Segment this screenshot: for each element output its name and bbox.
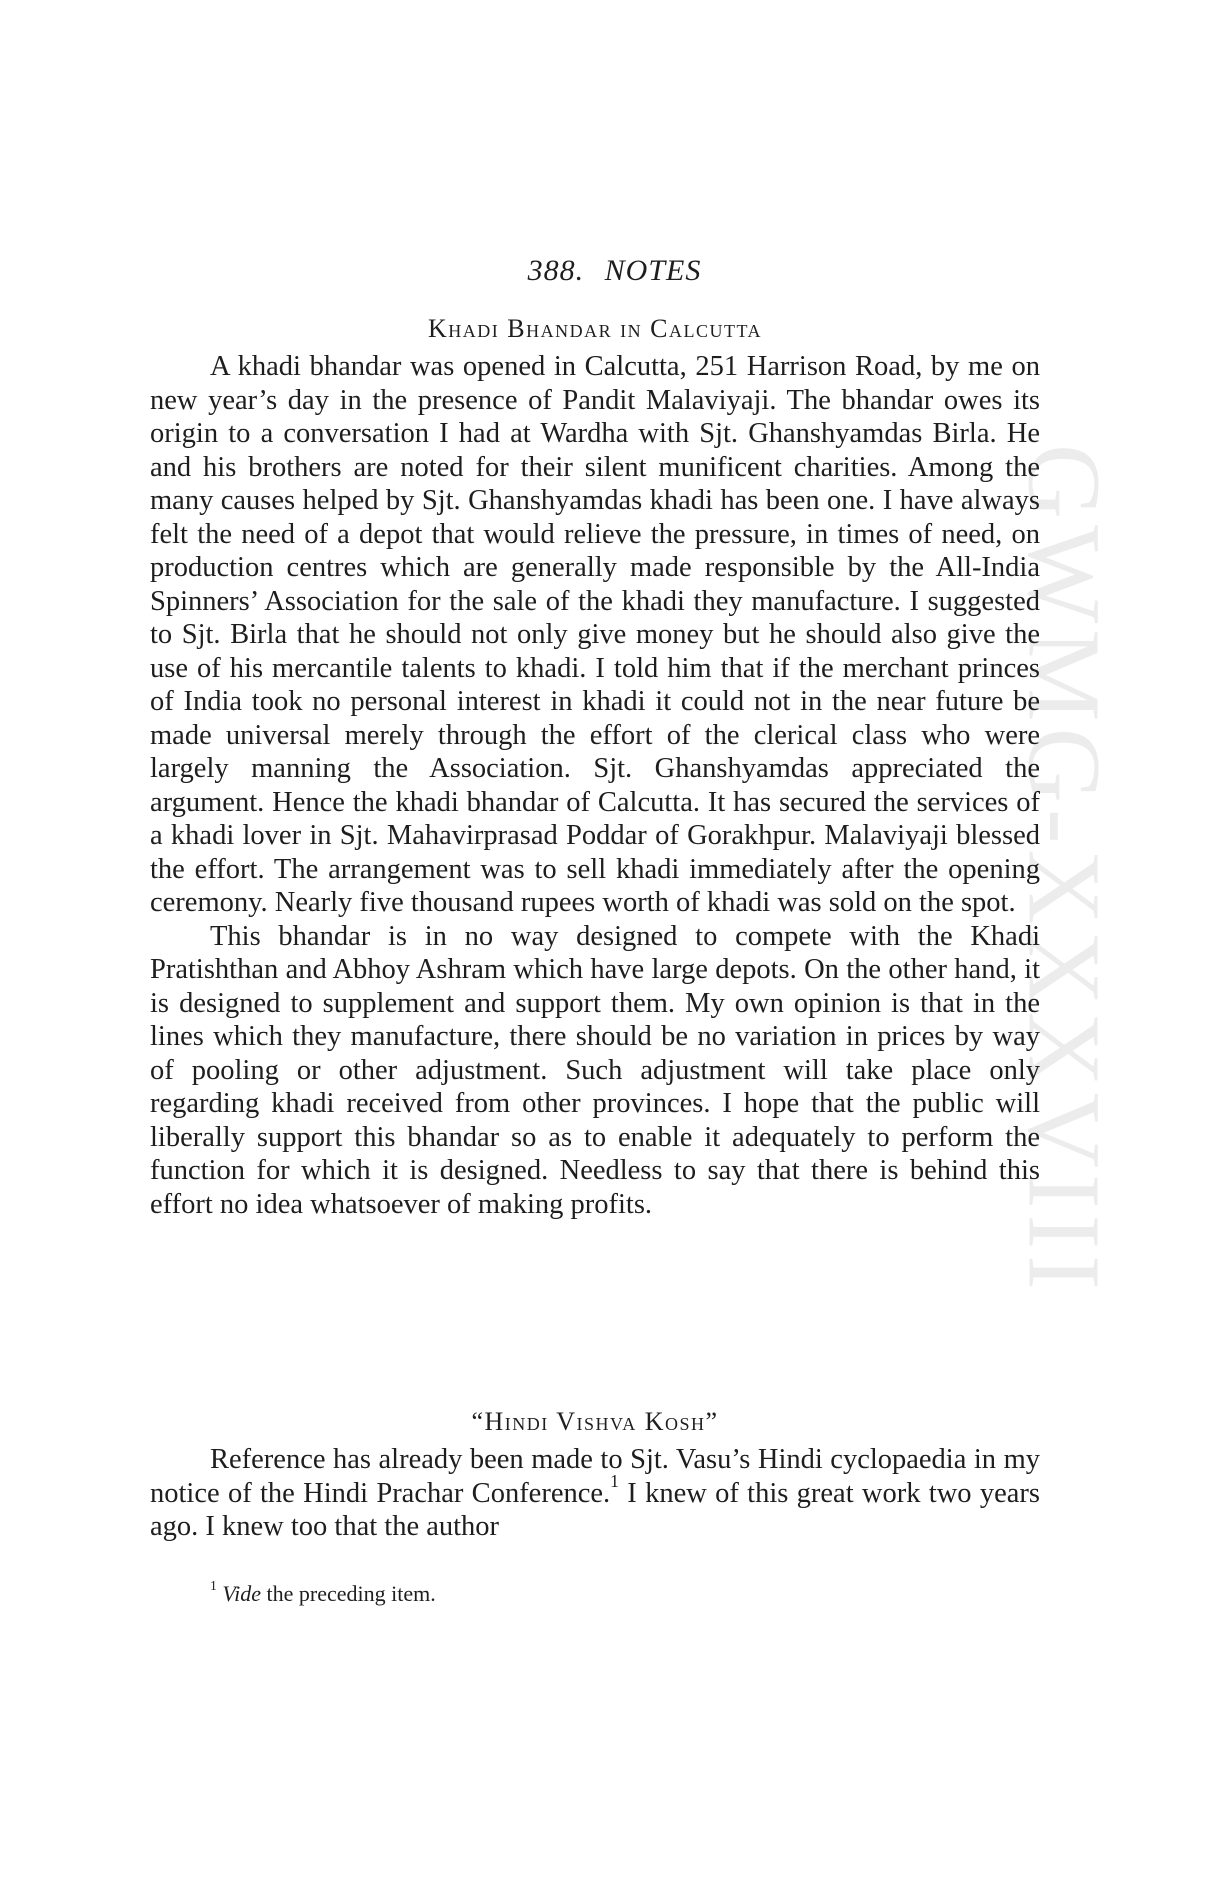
section-heading-hindi-vishva-kosh: “Hindi Vishva Kosh” [471, 1407, 719, 1436]
footnote [210, 1577, 436, 1608]
footnote-italic-word: Vide [222, 1581, 261, 1606]
paragraph-1: A khadi bhandar was opened in Calcutta, 251 Harrison Road, by me on new year’s day in the presence of Pandit Malaviyaji. The bhandar owes its origin to a conversation I had at Wardha with Sjt. Ghanshyamdas Birla. He and his brothers are noted for their silent munificent charities. Among the many causes helped by Sjt. Ghanshyamdas khadi has been one. I have always felt the need of a depot that would relieve the pressure, in times of need, on production centres which are generally made responsible by the All-India Spinners’ Association for the sale of the khadi they manufacture. I suggested to Sjt. Birla that he should not only give money but he should also give the use of his mercantile talents to khadi. I told him that if the merchant princes of India took no personal interest in khadi it could not in the near future be made universal merely through the effort of the clerical class who were largely manning the Association. Sjt. Ghanshyamdas appreciated the argument. Hence the khadi bhandar of Calcutta. It has secured the services of a khadi lover in Sjt. Mahavirprasad Poddar of Gorakhpur. Malaviyaji blessed the effort. The arrangement was to sell khadi immediately after the opening ceremony. Nearly five thousand rupees worth of khadi was sold on the spot. [150, 351, 1040, 918]
section-body-hindi-vishva-kosh [150, 1443, 1040, 1544]
footnote-marker: 1 [210, 1577, 217, 1593]
watermark-text: GWMG-XXXVIII [1006, 444, 1122, 1296]
paragraph-2: This bhandar is in no way designed to compete with the Khadi Pratishthan and Abhoy Ashram which have large depots. On the other hand, it is designed to supplement and support them. My own opinion is that in the lines which they manufacture, there should be no variation in prices by way of pooling or other adjustment. Such adjustment will take place only regarding khadi received from other provinces. I hope that the public will liberally support this bhandar so as to enable it adequately to perform the function for which it is designed. Needless to say that there is behind this effort no idea whatsoever of making profits. [150, 920, 1040, 1220]
footnote-reference: 1 [610, 1471, 619, 1492]
paragraph-3-text-b: I knew of this great work two years ago. I knew too that the author [150, 1477, 1040, 1542]
section-body-khadi-bhandar [150, 350, 1040, 1221]
footnote-text: the preceding item. [261, 1581, 436, 1606]
paragraph-3-text-a: Reference has already been made to Sjt. Vasu’s Hindi cyclopaedia in my notice of the Hindi Prachar Conference. [150, 1444, 1040, 1509]
paragraph-3 [150, 1443, 1040, 1544]
article-title: 388. NOTES [527, 254, 702, 287]
section-heading-khadi-bhandar: Khadi Bhandar in Calcutta [428, 314, 762, 343]
